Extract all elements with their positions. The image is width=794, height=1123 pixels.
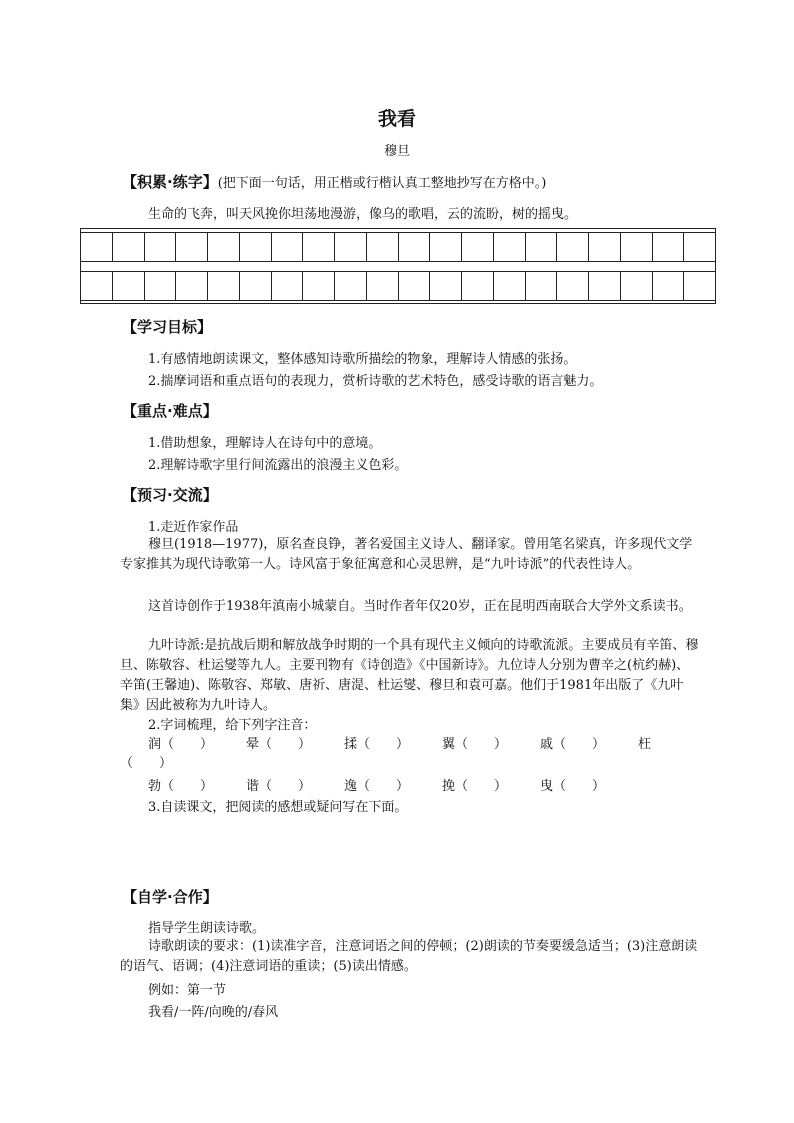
grid-cell[interactable] [367, 233, 399, 261]
grid-cell[interactable] [81, 233, 113, 261]
reading-requirements: 诗歌朗读的要求：(1)读准字音，注意词语之间的停顿；(2)朗读的节奏要缓急适当；(3)注意朗读的语气、语调；(4)注意词语的重读；(5)读出情感。 [120, 939, 698, 974]
grid-cell[interactable] [621, 272, 653, 300]
author-name: 穆旦 [383, 144, 410, 159]
grid-cell[interactable] [494, 272, 526, 300]
pinyin-item[interactable]: 勃（ ） [148, 779, 214, 794]
pinyin-item[interactable]: 翼（ ） [442, 737, 508, 752]
pinyin-item[interactable]: 谐（ ） [246, 779, 312, 794]
key-points-heading: 【重点·难点】 [122, 402, 218, 420]
preview-heading: 【预习·交流】 [122, 486, 218, 504]
pinyin-item[interactable]: 挽（ ） [442, 779, 508, 794]
grid-cell[interactable] [526, 272, 558, 300]
pinyin-item[interactable]: 晕（ ） [246, 737, 312, 752]
grid-cell[interactable] [462, 272, 494, 300]
grid-cell[interactable] [653, 233, 685, 261]
grid-cell[interactable] [335, 233, 367, 261]
goal-item: 1.有感情地朗读课文，整体感知诗歌所描绘的物象，理解诗人情感的张扬。 [148, 352, 577, 367]
pinyin-wrap[interactable]: （ ） [120, 756, 173, 771]
grid-cell[interactable] [145, 233, 177, 261]
pinyin-item[interactable]: 逸（ ） [344, 779, 410, 794]
practice-instruction: (把下面一句话，用正楷或行楷认真工整地抄写在方格中。) [217, 176, 547, 191]
grid-cell[interactable] [557, 233, 589, 261]
grid-cell[interactable] [113, 272, 145, 300]
grid-cell[interactable] [335, 272, 367, 300]
pinyin-item[interactable]: 枉 [638, 737, 652, 752]
nine-leaves-note: 九叶诗派:是抗战后期和解放战争时期的一个具有现代主义倾向的诗歌流派。主要成员有辛笛、穆旦、陈敬容、杜运燮等九人。主要刊物有《诗创造》《中国新诗》。九位诗人分别为曹辛之(杭约赫)、辛笛(王馨迪)、陈敬容、郑敏、唐祈、唐湜、杜运燮、穆旦和袁可嘉。他们于1981年出版了《九叶集》因此被称为九叶诗人。 [120, 638, 699, 713]
grid-cell[interactable] [176, 233, 208, 261]
grid-cell[interactable] [653, 272, 685, 300]
pinyin-item[interactable]: 润（ ） [148, 737, 214, 752]
grid-cell[interactable] [526, 233, 558, 261]
grid-cell[interactable] [240, 272, 272, 300]
grid-cell[interactable] [208, 272, 240, 300]
grid-row-1 [81, 232, 715, 262]
practice-sentence: 生命的飞奔，叫天风挽你坦荡地漫游，像乌的歌唱，云的流盼，树的摇曳。 [148, 207, 578, 222]
grid-cell[interactable] [272, 233, 304, 261]
grid-cell[interactable] [176, 272, 208, 300]
copy-grid[interactable] [80, 228, 716, 304]
grid-cell[interactable] [494, 233, 526, 261]
practice-heading-label: 【积累·练字】 [122, 173, 218, 191]
grid-cell[interactable] [430, 272, 462, 300]
grid-cell[interactable] [145, 272, 177, 300]
preview-sub3: 3.自读课文，把阅读的感想或疑问写在下面。 [148, 800, 408, 815]
goals-heading: 【学习目标】 [122, 318, 213, 336]
grid-cell[interactable] [240, 233, 272, 261]
grid-cell[interactable] [113, 233, 145, 261]
grid-cell[interactable] [684, 233, 715, 261]
creation-note: 这首诗创作于1938年滇南小城蒙自。当时作者年仅20岁，正在昆明西南联合大学外文系读书。 [148, 599, 692, 614]
self-study-heading: 【自学·合作】 [122, 888, 218, 906]
grid-cell[interactable] [303, 272, 335, 300]
page-title: 我看 [377, 108, 416, 130]
pinyin-item[interactable]: 曳（ ） [540, 779, 606, 794]
grid-cell[interactable] [621, 233, 653, 261]
self-study-lead: 指导学生朗读诗歌。 [148, 921, 266, 936]
grid-cell[interactable] [303, 233, 335, 261]
key-point-item: 2.理解诗歌字里行间流露出的浪漫主义色彩。 [148, 458, 408, 473]
grid-cell[interactable] [399, 272, 431, 300]
grid-cell[interactable] [272, 272, 304, 300]
preview-sub1: 1.走近作家作品 [148, 520, 239, 535]
practice-heading [122, 171, 546, 192]
grid-cell[interactable] [462, 233, 494, 261]
grid-cell[interactable] [557, 272, 589, 300]
grid-cell[interactable] [589, 233, 621, 261]
example-label: 例如：第一节 [148, 983, 227, 998]
grid-row-2 [81, 271, 715, 301]
grid-cell[interactable] [208, 233, 240, 261]
grid-cell[interactable] [684, 272, 715, 300]
grid-cell[interactable] [589, 272, 621, 300]
example-line: 我看/一阵/向晚的/春风 [148, 1005, 279, 1020]
grid-cell[interactable] [430, 233, 462, 261]
grid-cell[interactable] [81, 272, 113, 300]
author-bio: 穆旦(1918—1977)，原名查良铮，著名爱国主义诗人、翻译家。曾用笔名梁真，许多现代文学专家推其为现代诗歌第一人。诗风富于象征寓意和心灵思辨，是“九叶诗派”的代表性诗人。 [120, 537, 693, 572]
preview-sub2: 2.字词梳理，给下列字注音： [148, 718, 317, 733]
grid-cell[interactable] [399, 233, 431, 261]
pinyin-item[interactable]: 戚（ ） [540, 737, 606, 752]
grid-cell[interactable] [367, 272, 399, 300]
goal-item: 2.揣摩词语和重点语句的表现力，赏析诗歌的艺术特色，感受诗歌的语言魅力。 [148, 374, 603, 389]
key-point-item: 1.借助想象，理解诗人在诗句中的意境。 [148, 436, 382, 451]
pinyin-item[interactable]: 揉（ ） [344, 737, 410, 752]
